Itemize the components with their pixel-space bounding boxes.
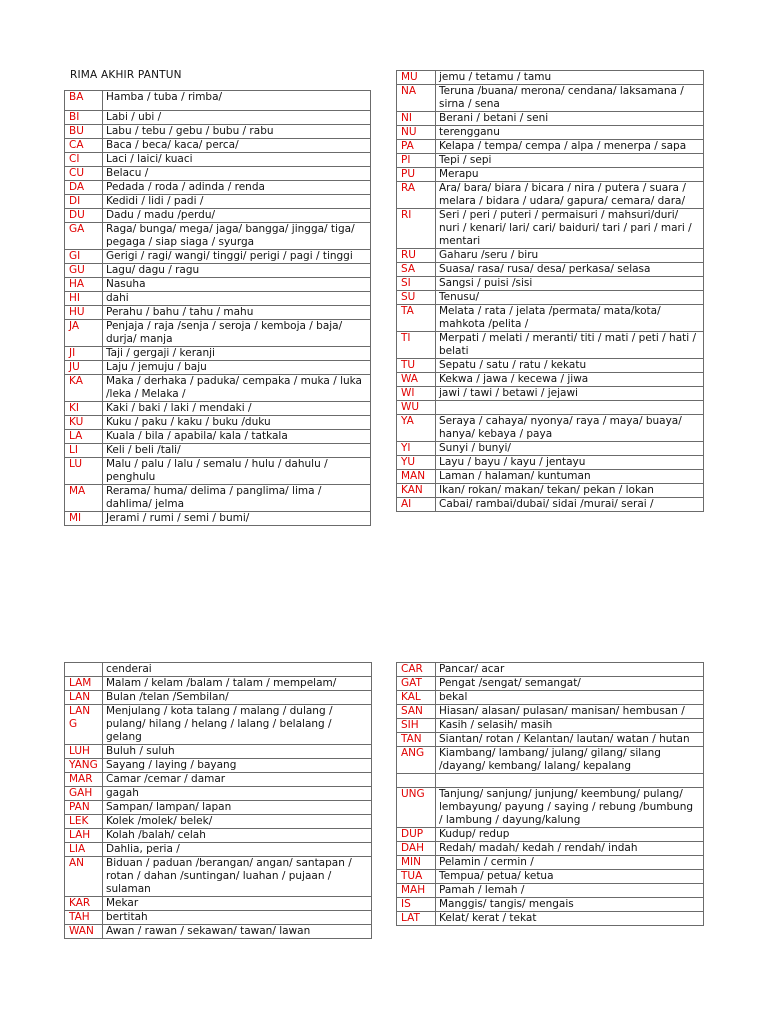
rhyme-words: Pamah / lemah / <box>436 884 704 898</box>
rhyme-ending: LANG <box>65 705 103 745</box>
rhyme-words: Camar /cemar / damar <box>103 773 372 787</box>
rhyme-ending: AI <box>397 498 436 512</box>
rhyme-ending: MAN <box>397 470 436 484</box>
rhyme-words: Melata / rata / jelata /permata/ mata/kota/ mahkota /pelita / <box>436 305 704 332</box>
rhyme-row <box>65 759 372 773</box>
rhyme-ending: KAR <box>65 897 103 911</box>
rhyme-row <box>65 444 371 458</box>
rhyme-row <box>65 292 371 306</box>
rhyme-row <box>65 250 371 264</box>
rhyme-row <box>65 843 372 857</box>
rhyme-words: Gaharu /seru / biru <box>436 249 704 263</box>
rhyme-words: Kedidi / lidi / padi / <box>103 195 371 209</box>
rhyme-words: Layu / bayu / kayu / jentayu <box>436 456 704 470</box>
rhyme-words: Sangsi / puisi /sisi <box>436 277 704 291</box>
rhyme-row <box>65 223 371 250</box>
rhyme-row <box>397 277 704 291</box>
rhyme-row <box>397 373 704 387</box>
rhyme-row <box>397 912 704 926</box>
rhyme-ending <box>397 774 436 788</box>
rhyme-words: Kasih / selasih/ masih <box>436 719 704 733</box>
rhyme-words: Hamba / tuba / rimba/ <box>103 91 371 111</box>
rhyme-row <box>397 774 704 788</box>
rhyme-row <box>397 498 704 512</box>
rhyme-ending: LAT <box>397 912 436 926</box>
rhyme-row <box>397 140 704 154</box>
rhyme-row <box>65 705 372 745</box>
rhyme-ending: PU <box>397 168 436 182</box>
rhyme-row <box>397 719 704 733</box>
rhyme-row <box>397 442 704 456</box>
rhyme-row <box>397 691 704 705</box>
rhyme-words <box>436 774 704 788</box>
rhyme-words: Redah/ madah/ kedah / rendah/ indah <box>436 842 704 856</box>
rhyme-words: Merpati / melati / meranti/ titi / mati / peti / hati / belati <box>436 332 704 359</box>
rhyme-words: Teruna /buana/ merona/ cendana/ laksamana / sirna / sena <box>436 85 704 112</box>
rhyme-row <box>397 870 704 884</box>
rhyme-ending: SA <box>397 263 436 277</box>
rhyme-ending: MU <box>397 71 436 85</box>
rhyme-words: Buluh / suluh <box>103 745 372 759</box>
rhyme-words: Raga/ bunga/ mega/ jaga/ bangga/ jingga/ tiga/ pegaga / siap siaga / syurga <box>103 223 371 250</box>
rhyme-ending: YA <box>397 415 436 442</box>
rhyme-ending: DI <box>65 195 103 209</box>
rhyme-words: terengganu <box>436 126 704 140</box>
rhyme-words <box>436 401 704 415</box>
rhyme-ending: MI <box>65 512 103 526</box>
rhyme-row <box>65 375 371 402</box>
rhyme-words: Merapu <box>436 168 704 182</box>
rhyme-words: Sampan/ lampan/ lapan <box>103 801 372 815</box>
rhyme-words: Dadu / madu /perdu/ <box>103 209 371 223</box>
rhyme-ending: RA <box>397 182 436 209</box>
rhyme-row <box>397 856 704 870</box>
rhyme-ending: UNG <box>397 788 436 828</box>
rhyme-row <box>397 733 704 747</box>
rhyme-ending: SAN <box>397 705 436 719</box>
rhyme-row <box>397 484 704 498</box>
rhyme-words: Seraya / cahaya/ nyonya/ raya / maya/ buaya/ hanya/ kebaya / paya <box>436 415 704 442</box>
rhyme-words: Pengat /sengat/ semangat/ <box>436 677 704 691</box>
rhyme-table-4 <box>396 662 704 926</box>
rhyme-row <box>65 485 371 512</box>
rhyme-ending: RU <box>397 249 436 263</box>
rhyme-words: gagah <box>103 787 372 801</box>
rhyme-ending: KAN <box>397 484 436 498</box>
rhyme-ending: GA <box>65 223 103 250</box>
rhyme-row <box>65 691 372 705</box>
rhyme-words: Awan / rawan / sekawan/ tawan/ lawan <box>103 925 372 939</box>
rhyme-row <box>397 332 704 359</box>
rhyme-row <box>397 168 704 182</box>
rhyme-words: jawi / tawi / betawi / jejawi <box>436 387 704 401</box>
rhyme-ending: MAR <box>65 773 103 787</box>
rhyme-row <box>397 387 704 401</box>
rhyme-ending: HU <box>65 306 103 320</box>
rhyme-ending: LAM <box>65 677 103 691</box>
rhyme-row <box>65 829 372 843</box>
rhyme-words: Kelapa / tempa/ cempa / alpa / menerpa / sapa <box>436 140 704 154</box>
rhyme-ending: LU <box>65 458 103 485</box>
rhyme-ending: TU <box>397 359 436 373</box>
rhyme-row <box>65 857 372 897</box>
rhyme-ending: WA <box>397 373 436 387</box>
rhyme-row <box>65 416 371 430</box>
rhyme-row <box>397 470 704 484</box>
rhyme-table-3 <box>64 662 372 939</box>
rhyme-words: Cabai/ rambai/dubai/ sidai /murai/ serai / <box>436 498 704 512</box>
rhyme-row <box>397 263 704 277</box>
rhyme-row <box>65 745 372 759</box>
rhyme-words: Baca / beca/ kaca/ perca/ <box>103 139 371 153</box>
rhyme-words: Kuala / bila / apabila/ kala / tatkala <box>103 430 371 444</box>
rhyme-ending: TUA <box>397 870 436 884</box>
rhyme-row <box>397 85 704 112</box>
rhyme-words: Pelamin / cermin / <box>436 856 704 870</box>
rhyme-ending: IS <box>397 898 436 912</box>
rhyme-ending: PI <box>397 154 436 168</box>
rhyme-words: Sayang / laying / bayang <box>103 759 372 773</box>
rhyme-ending: MA <box>65 485 103 512</box>
rhyme-ending: YU <box>397 456 436 470</box>
rhyme-words: Bulan /telan /Sembilan/ <box>103 691 372 705</box>
rhyme-ending: CAR <box>397 663 436 677</box>
rhyme-ending: KU <box>65 416 103 430</box>
rhyme-ending: LAH <box>65 829 103 843</box>
rhyme-words: Rerama/ huma/ delima / panglima/ lima / dahlima/ jelma <box>103 485 371 512</box>
rhyme-ending: LUH <box>65 745 103 759</box>
rhyme-ending: LA <box>65 430 103 444</box>
rhyme-ending: TAN <box>397 733 436 747</box>
rhyme-row <box>65 209 371 223</box>
rhyme-row <box>397 126 704 140</box>
rhyme-words: Seri / peri / puteri / permaisuri / mahsuri/duri/ nuri / kenari/ lari/ cari/ baiduri/ tari / pari / mari / mentari <box>436 209 704 249</box>
rhyme-words: Jerami / rumi / semi / bumi/ <box>103 512 371 526</box>
rhyme-row <box>397 182 704 209</box>
rhyme-words: Laju / jemuju / baju <box>103 361 371 375</box>
rhyme-words: Tenusu/ <box>436 291 704 305</box>
rhyme-ending: NA <box>397 85 436 112</box>
rhyme-row <box>397 788 704 828</box>
rhyme-row <box>397 71 704 85</box>
rhyme-words: cenderai <box>103 663 372 677</box>
rhyme-row <box>65 512 371 526</box>
rhyme-row <box>397 677 704 691</box>
rhyme-words: Keli / beli /tali/ <box>103 444 371 458</box>
rhyme-ending: WI <box>397 387 436 401</box>
rhyme-words: Tepi / sepi <box>436 154 704 168</box>
rhyme-words: Laci / laici/ kuaci <box>103 153 371 167</box>
rhyme-ending: MIN <box>397 856 436 870</box>
rhyme-row <box>397 209 704 249</box>
rhyme-ending: HI <box>65 292 103 306</box>
rhyme-words: Pedada / roda / adinda / renda <box>103 181 371 195</box>
rhyme-row <box>397 249 704 263</box>
rhyme-row <box>397 705 704 719</box>
rhyme-row <box>65 167 371 181</box>
rhyme-ending: GAH <box>65 787 103 801</box>
rhyme-row <box>65 430 371 444</box>
rhyme-words: Gerigi / ragi/ wangi/ tinggi/ perigi / pagi / tinggi <box>103 250 371 264</box>
rhyme-row <box>65 347 371 361</box>
rhyme-ending: CA <box>65 139 103 153</box>
rhyme-ending: YANG <box>65 759 103 773</box>
rhyme-row <box>397 747 704 774</box>
rhyme-ending: BU <box>65 125 103 139</box>
rhyme-words: Manggis/ tangis/ mengais <box>436 898 704 912</box>
rhyme-words: Ikan/ rokan/ makan/ tekan/ pekan / lokan <box>436 484 704 498</box>
rhyme-row <box>397 112 704 126</box>
rhyme-row <box>65 458 371 485</box>
rhyme-words: Siantan/ rotan / Kelantan/ lautan/ watan / hutan <box>436 733 704 747</box>
rhyme-words: Biduan / paduan /berangan/ angan/ santapan / rotan / dahan /suntingan/ luahan / pujaan / sulaman <box>103 857 372 897</box>
rhyme-row <box>65 125 371 139</box>
rhyme-words: Ara/ bara/ biara / bicara / nira / putera / suara / melara / bidara / udara/ gapura/ cemara/ dara/ <box>436 182 704 209</box>
rhyme-ending: BI <box>65 111 103 125</box>
rhyme-words: Menjulang / kota talang / malang / dulang / pulang/ hilang / helang / lalang / belalang / gelang <box>103 705 372 745</box>
rhyme-ending: LEK <box>65 815 103 829</box>
rhyme-words: Penjaja / raja /senja / seroja / kemboja / baja/ durja/ manja <box>103 320 371 347</box>
rhyme-ending: KAL <box>397 691 436 705</box>
rhyme-ending: LAN <box>65 691 103 705</box>
rhyme-row <box>65 139 371 153</box>
rhyme-words: jemu / tetamu / tamu <box>436 71 704 85</box>
rhyme-ending: SU <box>397 291 436 305</box>
rhyme-ending: PAN <box>65 801 103 815</box>
rhyme-words: Belacu / <box>103 167 371 181</box>
rhyme-words: Kolah /balah/ celah <box>103 829 372 843</box>
rhyme-row <box>65 402 371 416</box>
rhyme-row <box>397 291 704 305</box>
rhyme-ending: DU <box>65 209 103 223</box>
rhyme-words: Lagu/ dagu / ragu <box>103 264 371 278</box>
rhyme-ending: WU <box>397 401 436 415</box>
rhyme-ending: DAH <box>397 842 436 856</box>
rhyme-words: dahi <box>103 292 371 306</box>
rhyme-words: Tanjung/ sanjung/ junjung/ keembung/ pulang/ lembayung/ payung / saying / rebung /bumbung / lambung / dayung/kalung <box>436 788 704 828</box>
rhyme-row <box>65 153 371 167</box>
rhyme-words: Labi / ubi / <box>103 111 371 125</box>
rhyme-ending: HA <box>65 278 103 292</box>
rhyme-words: bekal <box>436 691 704 705</box>
rhyme-row <box>397 305 704 332</box>
rhyme-ending: GU <box>65 264 103 278</box>
rhyme-ending: LI <box>65 444 103 458</box>
rhyme-ending <box>65 663 103 677</box>
rhyme-ending: SI <box>397 277 436 291</box>
rhyme-row <box>65 278 371 292</box>
rhyme-row <box>65 181 371 195</box>
rhyme-words: Laman / halaman/ kuntuman <box>436 470 704 484</box>
rhyme-row <box>65 801 372 815</box>
rhyme-words: bertitah <box>103 911 372 925</box>
rhyme-ending: ANG <box>397 747 436 774</box>
rhyme-row <box>65 911 372 925</box>
rhyme-ending: CI <box>65 153 103 167</box>
rhyme-ending: DUP <box>397 828 436 842</box>
rhyme-table-1 <box>64 90 371 526</box>
rhyme-ending: GAT <box>397 677 436 691</box>
rhyme-words: Kolek /molek/ belek/ <box>103 815 372 829</box>
rhyme-row <box>65 787 372 801</box>
rhyme-row <box>65 663 372 677</box>
rhyme-ending: WAN <box>65 925 103 939</box>
rhyme-ending: BA <box>65 91 103 111</box>
rhyme-words: Sepatu / satu / ratu / kekatu <box>436 359 704 373</box>
rhyme-words: Pancar/ acar <box>436 663 704 677</box>
rhyme-words: Sunyi / bunyi/ <box>436 442 704 456</box>
rhyme-row <box>397 359 704 373</box>
rhyme-words: Labu / tebu / gebu / bubu / rabu <box>103 125 371 139</box>
rhyme-words: Nasuha <box>103 278 371 292</box>
rhyme-ending: AN <box>65 857 103 897</box>
rhyme-row <box>397 884 704 898</box>
rhyme-ending: PA <box>397 140 436 154</box>
rhyme-row <box>397 663 704 677</box>
rhyme-ending: JI <box>65 347 103 361</box>
rhyme-row <box>65 677 372 691</box>
rhyme-row <box>65 897 372 911</box>
rhyme-words: Perahu / bahu / tahu / mahu <box>103 306 371 320</box>
rhyme-row <box>65 91 371 111</box>
rhyme-ending: YI <box>397 442 436 456</box>
rhyme-ending: GI <box>65 250 103 264</box>
rhyme-ending: DA <box>65 181 103 195</box>
rhyme-ending: TA <box>397 305 436 332</box>
rhyme-words: Kekwa / jawa / kecewa / jiwa <box>436 373 704 387</box>
rhyme-ending: NU <box>397 126 436 140</box>
rhyme-words: Kiambang/ lambang/ julang/ gilang/ silang /dayang/ kembang/ lalang/ kepalang <box>436 747 704 774</box>
rhyme-row <box>397 898 704 912</box>
rhyme-words: Hiasan/ alasan/ pulasan/ manisan/ hembusan / <box>436 705 704 719</box>
rhyme-ending: CU <box>65 167 103 181</box>
rhyme-words: Malam / kelam /balam / talam / mempelam/ <box>103 677 372 691</box>
rhyme-words: Taji / gergaji / keranji <box>103 347 371 361</box>
rhyme-ending: TI <box>397 332 436 359</box>
rhyme-row <box>65 306 371 320</box>
rhyme-words: Mekar <box>103 897 372 911</box>
rhyme-row <box>397 401 704 415</box>
rhyme-ending: NI <box>397 112 436 126</box>
rhyme-words: Malu / palu / lalu / semalu / hulu / dahulu / penghulu <box>103 458 371 485</box>
rhyme-row <box>65 195 371 209</box>
rhyme-words: Maka / derhaka / paduka/ cempaka / muka / luka /leka / Melaka / <box>103 375 371 402</box>
rhyme-row <box>397 828 704 842</box>
rhyme-ending: JU <box>65 361 103 375</box>
rhyme-row <box>397 415 704 442</box>
rhyme-ending: JA <box>65 320 103 347</box>
rhyme-words: Tempua/ petua/ ketua <box>436 870 704 884</box>
rhyme-words: Suasa/ rasa/ rusa/ desa/ perkasa/ selasa <box>436 263 704 277</box>
rhyme-row <box>397 456 704 470</box>
rhyme-ending: LIA <box>65 843 103 857</box>
rhyme-ending: KI <box>65 402 103 416</box>
rhyme-words: Kaki / baki / laki / mendaki / <box>103 402 371 416</box>
rhyme-row <box>65 925 372 939</box>
rhyme-ending: RI <box>397 209 436 249</box>
rhyme-row <box>65 320 371 347</box>
rhyme-words: Kelat/ kerat / tekat <box>436 912 704 926</box>
rhyme-row <box>65 264 371 278</box>
rhyme-ending: SIH <box>397 719 436 733</box>
rhyme-words: Kuku / paku / kaku / buku /duku <box>103 416 371 430</box>
page-title: RIMA AKHIR PANTUN <box>70 69 182 81</box>
rhyme-words: Dahlia, peria / <box>103 843 372 857</box>
rhyme-row <box>397 842 704 856</box>
rhyme-ending: MAH <box>397 884 436 898</box>
rhyme-table-2 <box>396 70 704 512</box>
rhyme-row <box>397 154 704 168</box>
rhyme-ending: TAH <box>65 911 103 925</box>
rhyme-ending: KA <box>65 375 103 402</box>
rhyme-row <box>65 815 372 829</box>
rhyme-row <box>65 361 371 375</box>
rhyme-row <box>65 111 371 125</box>
rhyme-row <box>65 773 372 787</box>
rhyme-words: Kudup/ redup <box>436 828 704 842</box>
rhyme-words: Berani / betani / seni <box>436 112 704 126</box>
